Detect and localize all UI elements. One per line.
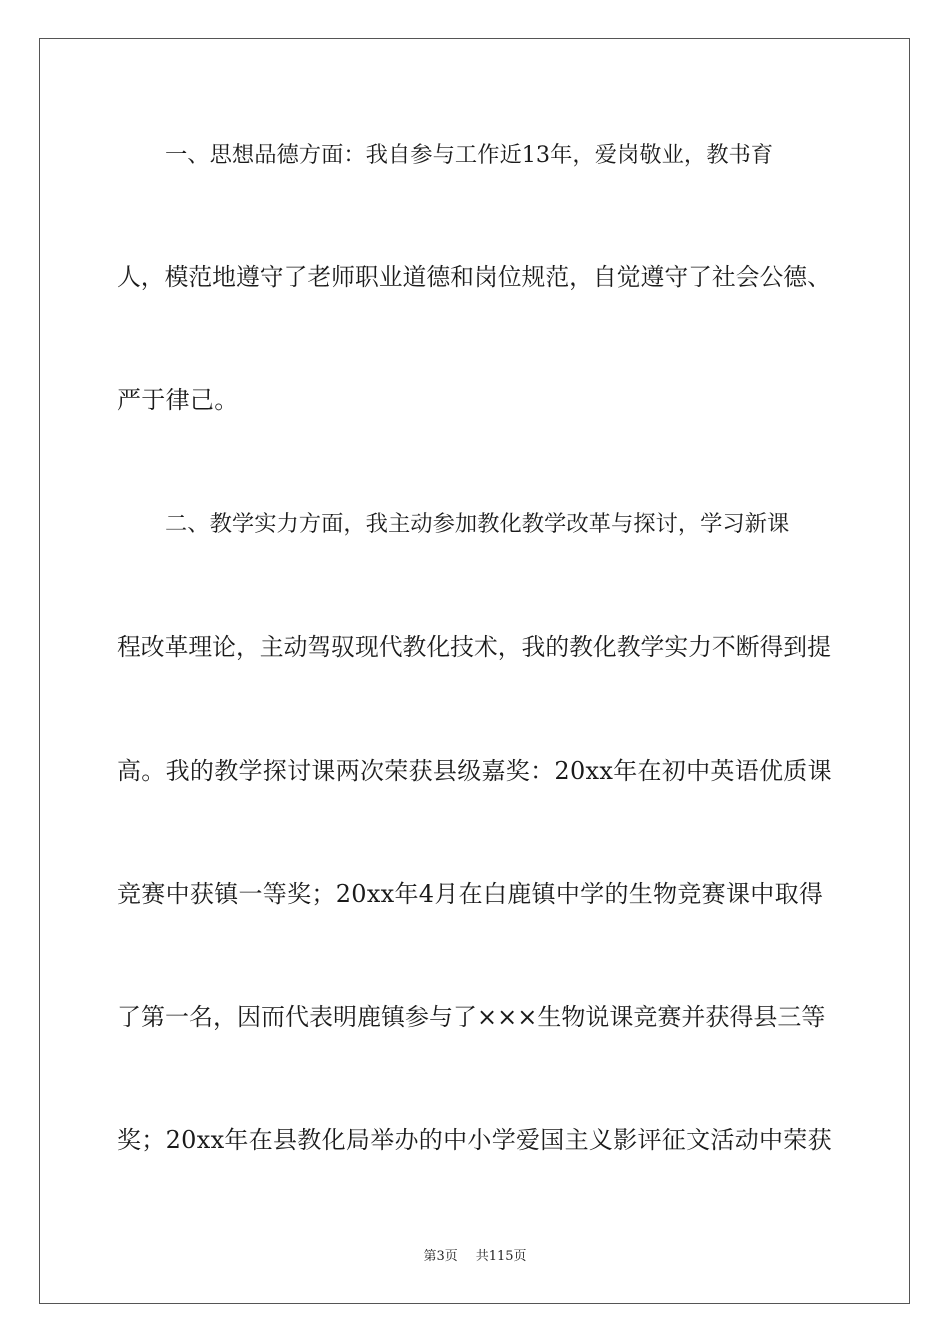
page-number: 第3页 xyxy=(423,1249,458,1264)
total-pages: 共115页 xyxy=(475,1249,527,1264)
text-line: 一、思想品德方面：我自参与工作近13年，爱岗敬业，教书育 xyxy=(165,142,774,168)
text-line: 人，模范地遵守了老师职业道德和岗位规范，自觉遵守了社会公德、 xyxy=(117,263,831,291)
text-line: 程改革理论，主动驾驭现代教化技术，我的教化教学实力不断得到提 xyxy=(117,633,831,661)
text-line: 竞赛中获镇一等奖；20xx年4月在白鹿镇中学的生物竞赛课中取得 xyxy=(117,880,824,908)
text-line: 严于律己。 xyxy=(117,386,239,414)
text-line: 了第一名，因而代表明鹿镇参与了×××生物说课竞赛并获得县三等 xyxy=(117,1003,826,1031)
page-footer xyxy=(0,1248,950,1266)
text-line: 二、教学实力方面，我主动参加教化教学改革与探讨，学习新课 xyxy=(165,511,790,537)
page-border xyxy=(39,38,910,1304)
text-line: 高。我的教学探讨课两次荣获县级嘉奖：20xx年在初中英语优质课 xyxy=(117,757,832,785)
text-line: 奖；20xx年在县教化局举办的中小学爱国主义影评征文活动中荣获 xyxy=(117,1126,832,1154)
